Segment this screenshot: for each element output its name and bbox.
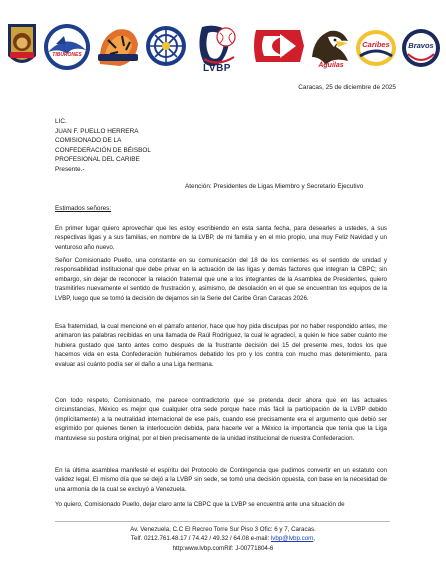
- address-line: COMISIONADO DE LA: [55, 137, 122, 145]
- caribes-logo: [354, 26, 398, 70]
- navegantes-logo: [144, 24, 188, 68]
- address-line: CONFEDERACIÓN DE BÉISBOL: [55, 146, 151, 154]
- address-line: PROFESIONAL DEL CARIBE: [55, 156, 140, 164]
- recipient-address: [55, 117, 151, 175]
- body-paragraph-3: Esa fraternidad, la cual mencioné en el párrafo anterior, hace que hoy pida disculpas por no haber respondido antes, me animaron las palabras recibidas en una llamada de Raúl Rodríguez, la cual le agradecí, a quién le hice saber cuánto me hubiera gustado que tanto antes como después de la frustrante decisión del 15 del presente mes, todos los que hacemos vida en esta Confederación hubiéramos debatido los pro y los contra con mucho mas detenimiento, para evaluar así cuánto podía ser el daño a una Liga hermana.: [55, 323, 387, 368]
- lvbp-logo-text: LVBP: [203, 63, 231, 74]
- letter-date: Caracas, 25 de diciembre de 2025: [298, 84, 396, 91]
- footer-address: Av. Venezuela, C.C El Recreo Torre Sur Piso 3 Ofic: 6 y 7, Caracas.: [130, 526, 316, 533]
- body-paragraph-4: Con todo respeto, Comisionado, me parece contradictorio que se pretenda decir ahora que en las actuales circunstancias, México es mejor que cualquier otra sede porque hace más fácil la participación de la LVBP debido (implícitamente) a la neutralidad internacional de ese país, cuando ese precisamente era el argumento que debió ser esgrimido por quienes tienen la interlocución debida, para hacerle ver a México la importancia que tenía que la Liga mantuviese su postura original, por el bien precisamente de la unidad institucional de nuestra Confederacion.: [55, 397, 387, 442]
- footer-email-link[interactable]: lvbp@lvbp.com: [270, 535, 314, 543]
- body-paragraph-6: Yo quiero, Comisionado Puello, dejar claro ante la CBPC que la LVBP se encuentra ante una situación de: [55, 501, 345, 508]
- body-paragraph-1: En primer lugar quiero aprovechar que les estoy escribiendo en esta santa fecha, para desearles a ustedes, a sus respectivas ligas y a sus familias, en nombre de la LVBP, de mi familia y en el mío propio, una muy Feliz Navidad y un venturoso año nuevo.: [55, 225, 387, 251]
- address-line: LIC.: [55, 118, 67, 125]
- greeting: Estimados señores:: [55, 205, 112, 212]
- letterhead-footer: [0, 525, 446, 553]
- bravos-logo-text: Bravos: [408, 41, 434, 50]
- footer-phones: Telf. 0212.761.48.17 / 74.42 / 49.32 / 64.08 e-mail:: [130, 535, 271, 543]
- aguilas-logo-text: Águilas: [318, 62, 344, 69]
- lvbp-logo: [190, 16, 244, 78]
- team-logos-header: [4, 16, 442, 78]
- tiburones-logo-text: TIBURONES: [52, 52, 82, 58]
- leones-logo: [4, 22, 40, 70]
- footer-contact: [0, 534, 446, 543]
- footer-web-rif: http:www.lvbp.comRif: J-00771804-6: [172, 544, 274, 552]
- cardenales-logo: [250, 26, 306, 66]
- footer-comma: ,: [313, 535, 316, 543]
- address-line: Presente.-: [55, 165, 85, 173]
- aguilas-logo: [308, 22, 352, 74]
- bravos-logo: [400, 26, 442, 70]
- body-paragraph-2: Señor Comisionado Puello, una constante en su comunicación del 18 de los corrientes es el sentido de unidad y responsabilidad institucional que debe privar en la actuación de las ligas y demás factores que integran la CBPC; sin embargo, sin dejar de reconocer la relación fraternal que une a los integrantes de la Asamblea de Presidentes, quiero trasmitirles nuevamente el sentido de frustración y, asimismo, de desolación en el que se encuentran los equipos de la LVBP, luego que se tomó la decisión de dejarnos sin la Serie del Caribe Gran Caracas 2026.: [55, 257, 387, 302]
- footer-divider: [55, 521, 390, 522]
- body-paragraph-5: En la última asamblea manifesté el espíritu del Protocolo de Contingencia que pudimos convertir en un estatuto con validez legal. El mismo día que se dejó a la LVBP sin sede, se tomó una decisión opuesta, con base en la necesidad de una armonía de la cual se excluyó a Venezuela.: [55, 467, 387, 493]
- address-line: JUAN F. PUELLO HERRERA: [55, 127, 139, 135]
- tiburones-logo: [42, 22, 92, 72]
- attention-line: Atención: Presidentes de Ligas Miembro y Secretario Ejecutivo: [185, 183, 364, 190]
- caribes-logo-text: Caribes: [362, 40, 390, 49]
- tigres-logo: [96, 24, 140, 70]
